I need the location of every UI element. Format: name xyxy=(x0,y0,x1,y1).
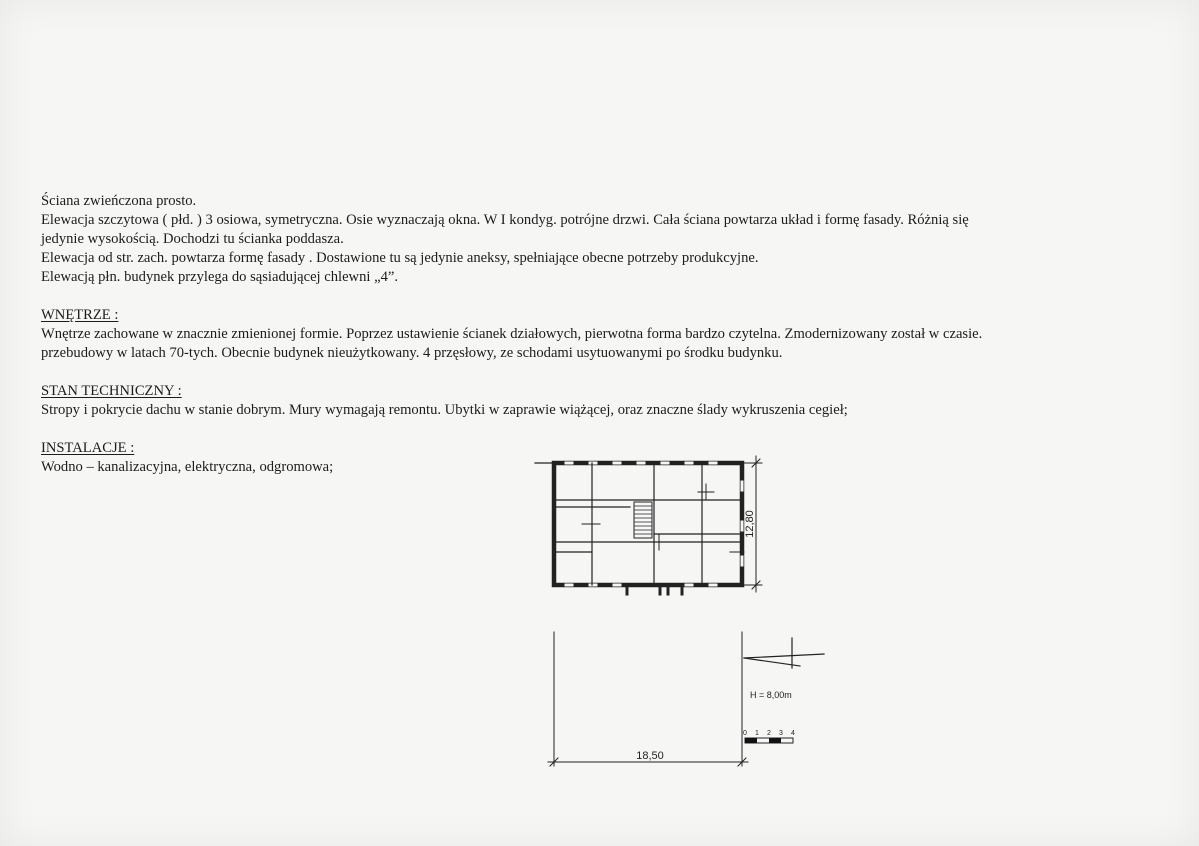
scale-label-1: 1 xyxy=(755,730,759,737)
scale-bar-labels xyxy=(743,730,795,737)
paragraph-north-elevation: Elewacją płn. budynek przylega do sąsiadującej chlewni „4”. xyxy=(41,269,398,285)
width-dimension-label: 18,50 xyxy=(636,750,664,762)
floor-plan-drawing xyxy=(530,452,830,772)
installations-line-1: Wodno – kanalizacyjna, elektryczna, odgromowa; xyxy=(41,459,334,475)
height-label: H = 8,00m xyxy=(750,690,792,700)
technical-line-1: Stropy i pokrycie dachu w stanie dobrym. Mury wymagają remontu. Ubytki w zaprawie wiążącej, oraz znaczne ślady wykruszenia cegieł; xyxy=(41,402,848,418)
interior-line-1: Wnętrze zachowane w znacznie zmienionej formie. Poprzez ustawienie ścianek działowych, pierwotna forma bardzo czytelna. Zmodernizowany został w czasie. xyxy=(41,326,983,342)
depth-dimension-label: 12,80 xyxy=(744,510,756,538)
scale-label-2: 2 xyxy=(767,730,771,737)
scale-label-0: 0 xyxy=(743,730,747,737)
scale-label-4: 4 xyxy=(791,730,795,737)
scale-bar-fill xyxy=(745,738,781,743)
paragraph-gable-elevation-cont: jedynie wysokością. Dochodzi tu ścianka poddasza. xyxy=(41,231,344,247)
heading-technical-state: STAN TECHNICZNY : xyxy=(41,383,182,399)
heading-interior: WNĘTRZE : xyxy=(41,307,119,323)
interior-line-2: przebudowy w latach 70-tych. Obecnie budynek nieużytkowany. 4 przęsłowy, ze schodami usytuowanymi po środku budynku. xyxy=(41,345,783,361)
paragraph-gable-elevation: Elewacja szczytowa ( płd. ) 3 osiowa, symetryczna. Osie wyznaczają okna. W I kondyg. potrójne drzwi. Cała ściana powtarza układ i formę fasady. Różnią się xyxy=(41,212,969,228)
heading-installations: INSTALACJE : xyxy=(41,440,135,456)
description-text xyxy=(41,192,1161,477)
paragraph-west-elevation: Elewacja od str. zach. powtarza formę fasady . Dostawione tu są jedynie aneksy, spełniające obecne potrzeby produkcyjne. xyxy=(41,250,759,266)
paragraph-wall-top: Ściana zwieńczona prosto. xyxy=(41,193,197,209)
scale-label-3: 3 xyxy=(779,730,783,737)
